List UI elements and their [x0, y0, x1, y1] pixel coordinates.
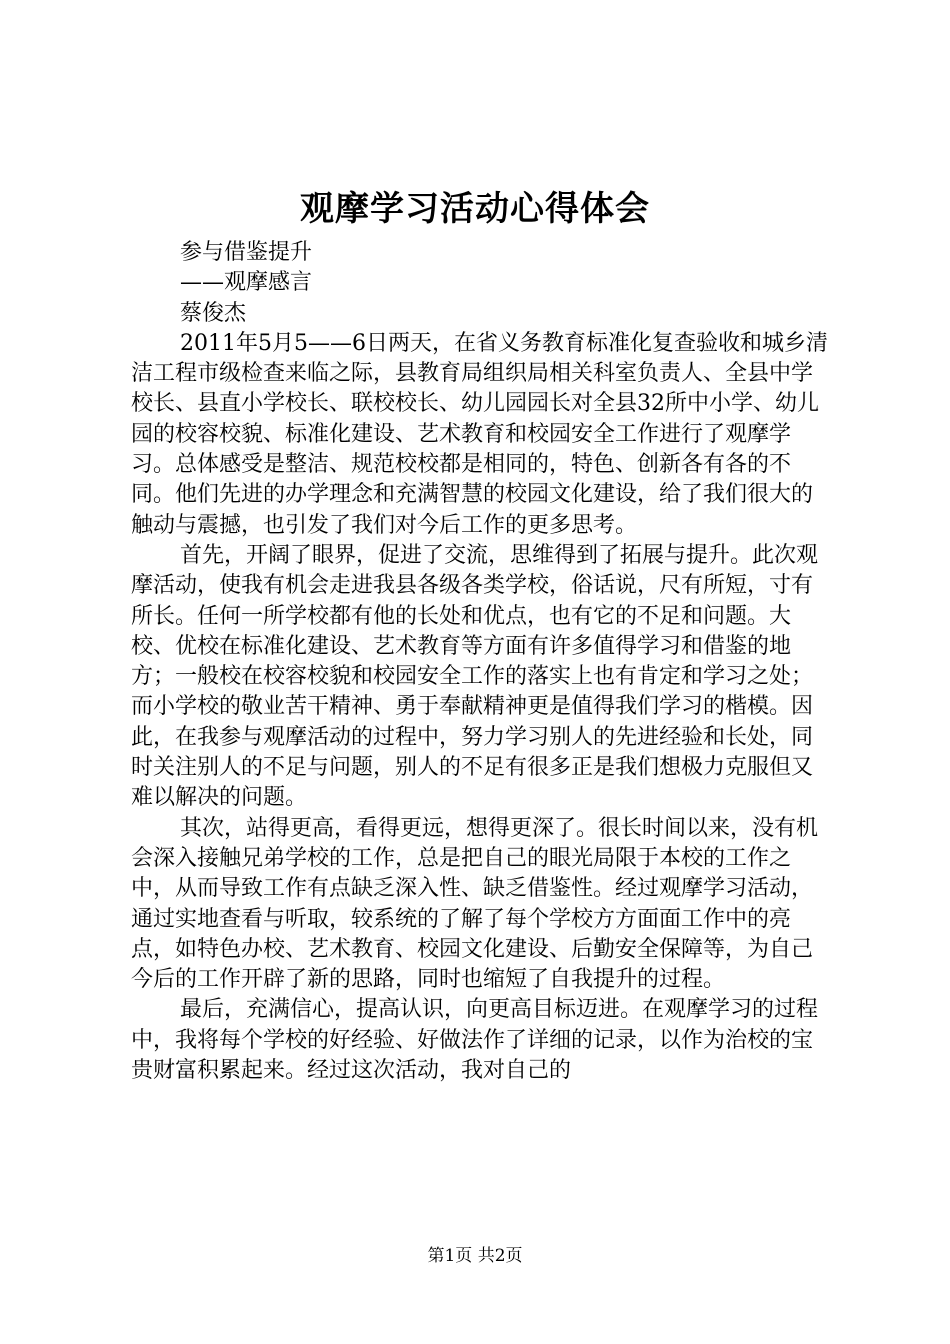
author-name: 蔡俊杰 [180, 300, 247, 326]
subheading: ——观摩感言 [180, 270, 313, 296]
page-number-footer: 第1页 共2页 [427, 1246, 523, 1266]
paragraph-4: 最后，充满信心，提高认识，向更高目标迈进。在观摩学习的过程中，我将每个学校的好经验、好做法作了详细的记录，以作为治校的宝贵财富积累起来。经过这次活动，我对自己的 [131, 997, 819, 1084]
document-title: 观摩学习活动心得体会 [300, 189, 650, 229]
paragraph-2: 首先，开阔了眼界，促进了交流，思维得到了拓展与提升。此次观摩活动，使我有机会走进我县各级各类学校，俗话说，尺有所短，寸有所长。任何一所学校都有他的长处和优点，也有它的不足和问题。大校、优校在标准化建设、艺术教育等方面有许多值得学习和借鉴的地方；一般校在校容校貌和校园安全工作的落实上也有肯定和学习之处；而小学校的敬业苦干精神、勇于奉献精神更是值得我们学习的楷模。因此，在我参与观摩活动的过程中，努力学习别人的先进经验和长处，同时关注别人的不足与问题，别人的不足有很多正是我们想极力克服但又难以解决的问题。 [131, 542, 819, 811]
paragraph-1: 2011年5月5——6日两天，在省义务教育标准化复查验收和城乡清洁工程市级检查来临之际，县教育局组织局相关科室负责人、全县中学校长、县直小学校长、联校校长、幼儿园园长对全县32所中小学、幼儿园的校容校貌、标准化建设、艺术教育和校园安全工作进行了观摩学习。总体感受是整洁、规范校校都是相同的，特色、创新各有各的不同。他们先进的办学理念和充满智慧的校园文化建设，给了我们很大的触动与震撼，也引发了我们对今后工作的更多思考。 [131, 330, 828, 538]
document-body [131, 238, 829, 1086]
subtitle: 参与借鉴提升 [180, 240, 313, 265]
paragraph-3: 其次，站得更高，看得更远，想得更深了。很长时间以来，没有机会深入接触兄弟学校的工作，总是把自己的眼光局限于本校的工作之中，从而导致工作有点缺乏深入性、缺乏借鉴性。经过观摩学习活动，通过实地查看与听取，较系统的了解了每个学校方方面面工作中的亮点，如特色办校、艺术教育、校园文化建设、后勤安全保障等，为自己今后的工作开辟了新的思路，同时也缩短了自我提升的过程。 [131, 815, 819, 993]
